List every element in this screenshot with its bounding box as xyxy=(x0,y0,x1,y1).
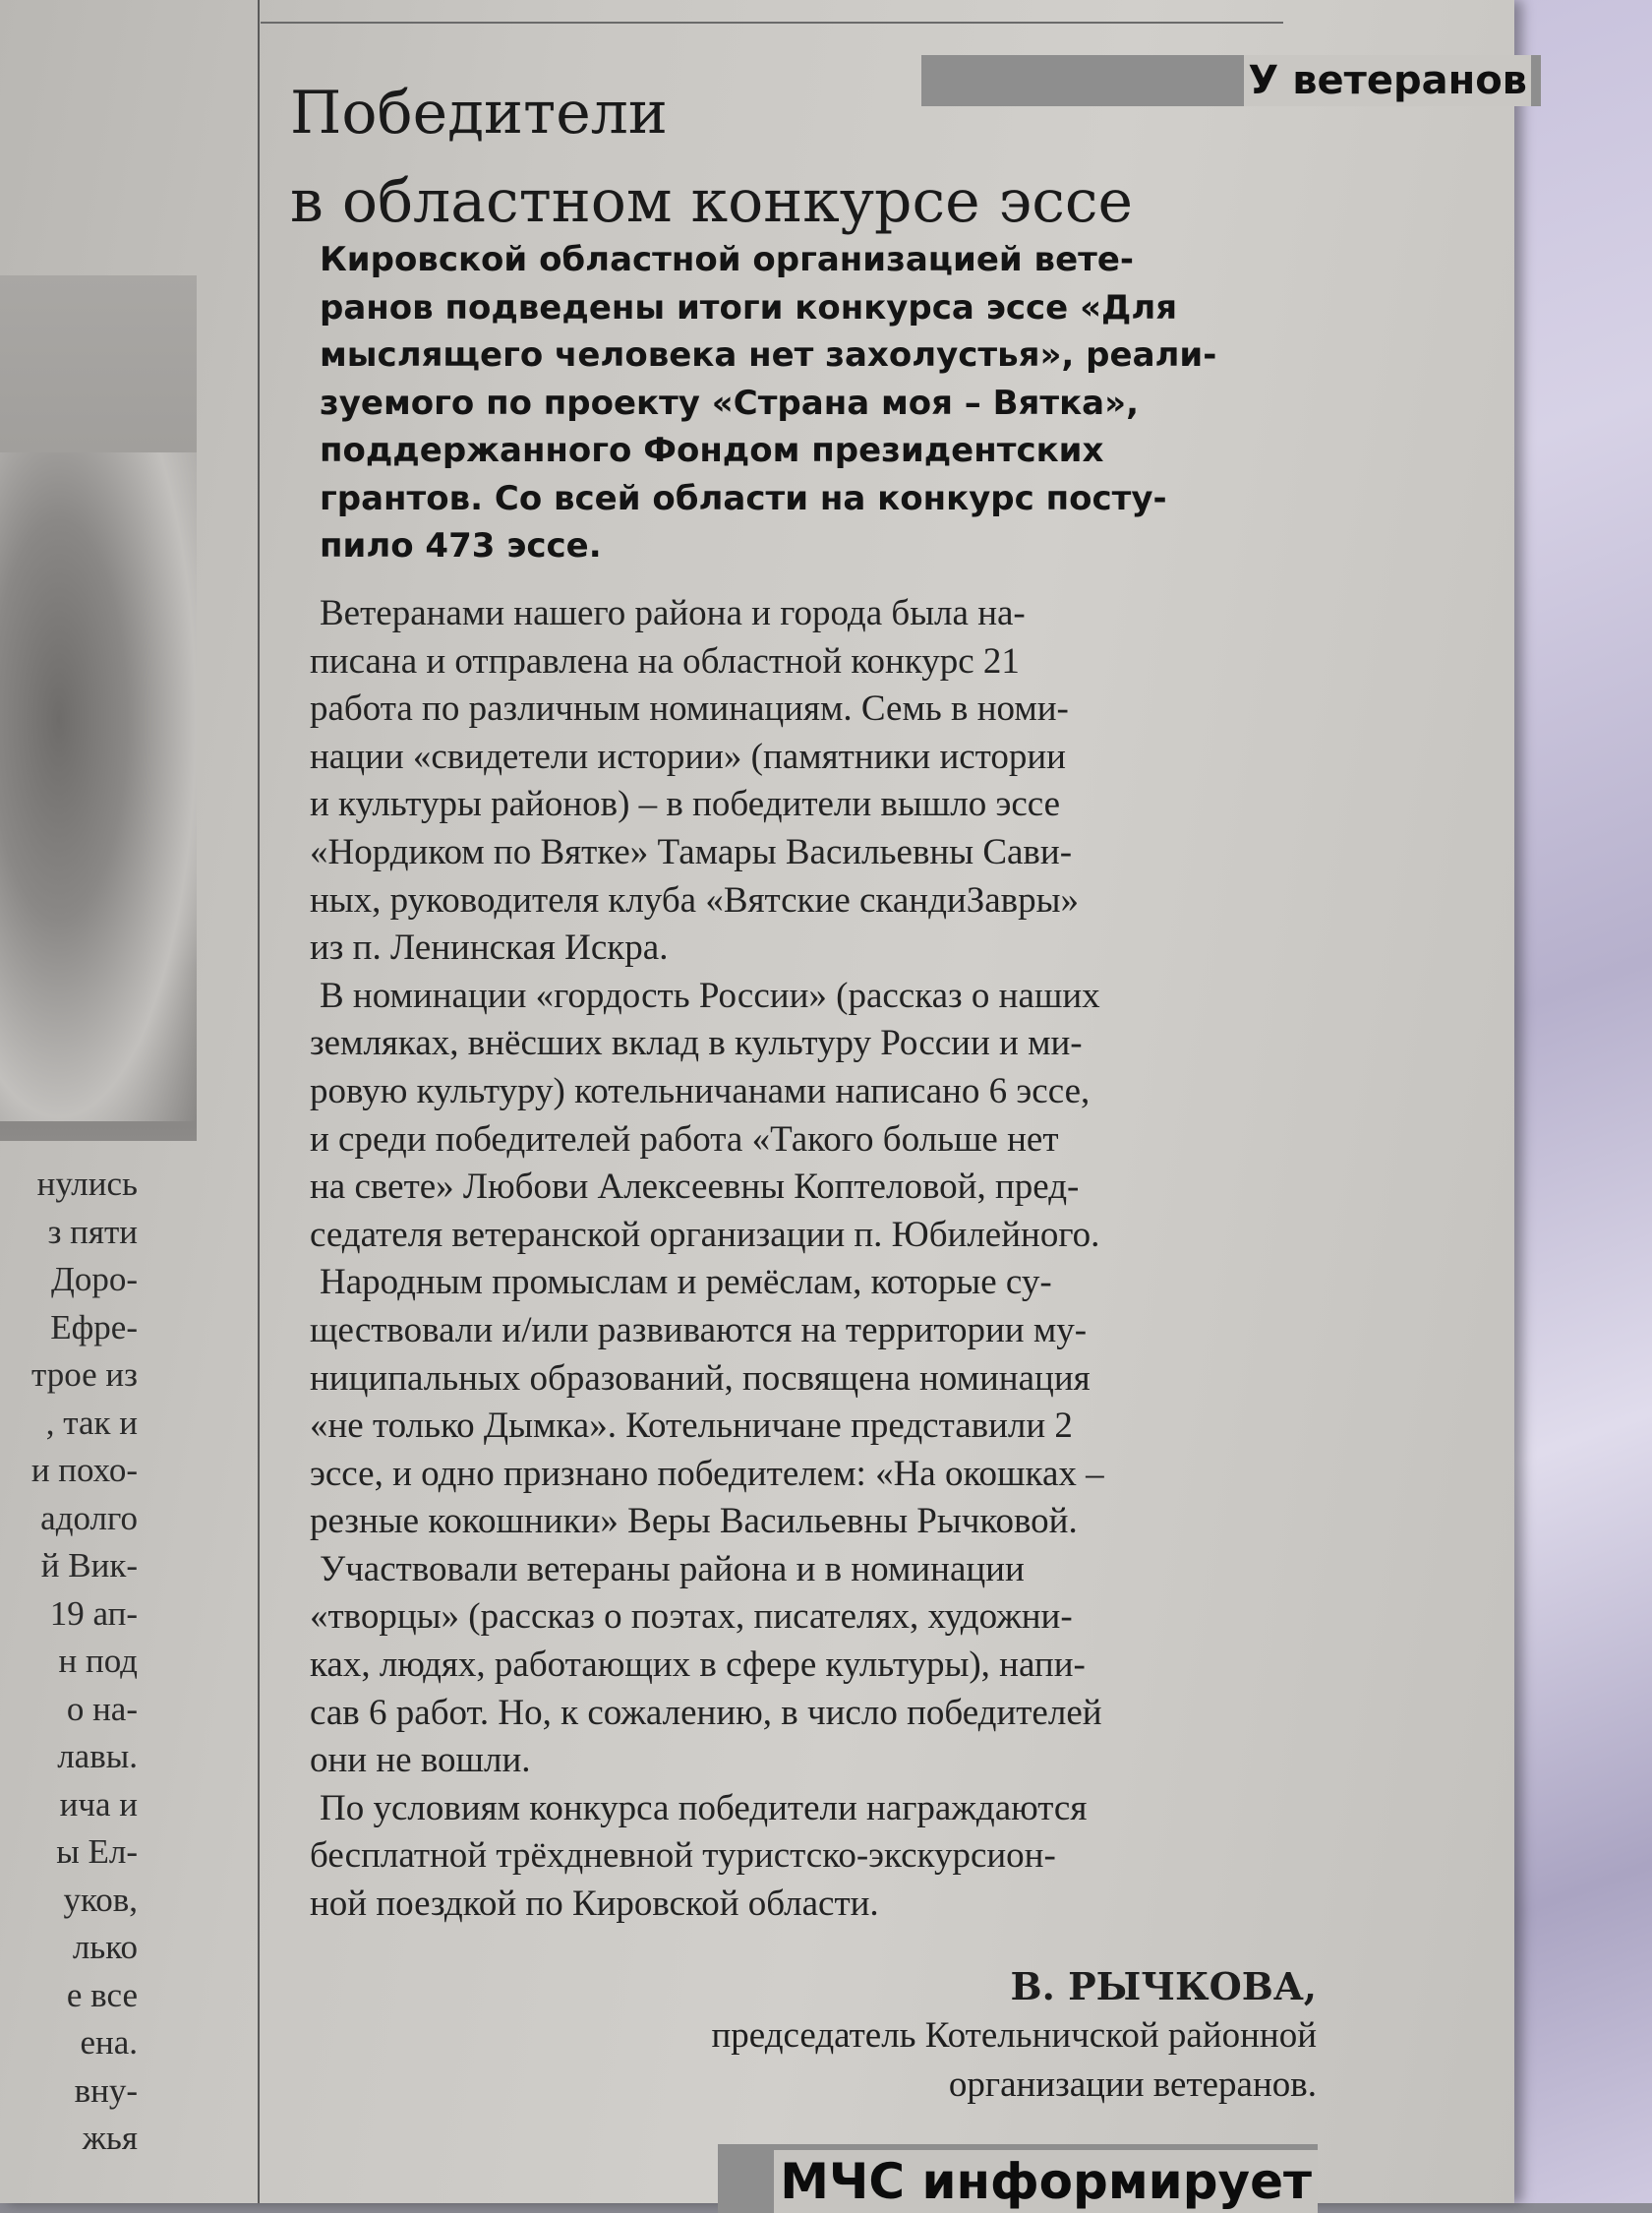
body-line: они не вошли. xyxy=(310,1740,531,1781)
left-text-line: Ефре- xyxy=(50,1307,138,1346)
body-line: резные кокошники» Веры Васильевны Рычковой. xyxy=(310,1501,1078,1542)
next-rubric-label: МЧС информирует xyxy=(774,2150,1318,2213)
body-line: По условиям конкурса победители награждаются xyxy=(320,1787,1088,1828)
left-column-text xyxy=(0,1161,138,2163)
left-text-line: трое из xyxy=(31,1355,138,1394)
body-line: работа по различным номинациям. Семь в номи- xyxy=(310,688,1069,730)
body-line: В номинации «гордость России» (рассказ о наших xyxy=(320,975,1100,1016)
body-line: сав 6 работ. Но, к сожалению, в число победителей xyxy=(310,1692,1102,1733)
body-line: Участвовали ветераны района и в номинации xyxy=(320,1548,1025,1589)
body-line: писана и отправлена на областной конкурс 21 xyxy=(310,640,1020,682)
article-photo xyxy=(0,275,197,1141)
lead-line: поддержанного Фондом президентских xyxy=(320,431,1104,470)
body-line: из п. Ленинская Искра. xyxy=(310,927,669,969)
body-line: ществовали и/или развиваются на территории му- xyxy=(310,1309,1088,1350)
body-line: и культуры районов) – в победители вышло эссе xyxy=(310,784,1061,825)
left-text-line: адолго xyxy=(40,1498,138,1537)
body-line: на свете» Любови Алексеевны Коптеловой, пред- xyxy=(310,1166,1080,1208)
left-text-line: ы Ел- xyxy=(56,1832,138,1871)
body-line: «Нордиком по Вятке» Тамары Васильевны Сави- xyxy=(310,831,1073,872)
left-text-line: уков, xyxy=(63,1880,138,1919)
author-role: организации ветеранов. xyxy=(948,2064,1317,2105)
headline xyxy=(290,69,1273,246)
left-text-line: й Вик- xyxy=(40,1546,138,1585)
lead-paragraph xyxy=(320,236,1283,570)
lead-line: зуемого по проекту «Страна моя – Вятка», xyxy=(320,383,1139,423)
signature xyxy=(339,1962,1323,2110)
article xyxy=(261,0,1527,2203)
left-text-line: о на- xyxy=(66,1689,138,1728)
column-divider xyxy=(258,0,260,2203)
author-role: председатель Котельничской районной xyxy=(711,2015,1317,2056)
photo-subject xyxy=(0,452,197,1121)
lead-line: мыслящего человека нет захолустья», реали- xyxy=(320,335,1217,375)
left-text-line: Доро- xyxy=(50,1260,138,1298)
headline-line: в областном конкурсе эссе xyxy=(290,167,1133,236)
left-text-line: вну- xyxy=(74,2070,138,2110)
left-text-line: лавы. xyxy=(57,1737,138,1775)
body-line: «не только Дымка». Котельничане представили 2 xyxy=(310,1406,1073,1447)
background-fabric xyxy=(1495,0,1652,2203)
body-line: Ветеранами нашего района и города была на- xyxy=(320,593,1026,633)
left-text-line: ича и xyxy=(59,1784,138,1824)
rubric-label: У ветеранов xyxy=(1244,55,1531,106)
body-line: эссе, и одно признано победителем: «На окошках – xyxy=(310,1453,1104,1494)
body-line: и среди победителей работа «Такого больше нет xyxy=(310,1118,1059,1160)
lead-line: грантов. Со всей области на конкурс посту- xyxy=(320,478,1167,518)
body-line: ниципальных образований, посвящена номинация xyxy=(310,1357,1091,1399)
left-text-line: н под xyxy=(58,1642,138,1680)
left-column xyxy=(0,0,251,2203)
left-text-line: ена. xyxy=(80,2023,138,2062)
left-text-line: , так и xyxy=(45,1403,138,1442)
headline-line: Победители xyxy=(290,79,668,148)
left-text-line: и похо- xyxy=(30,1451,138,1489)
left-text-line: е все xyxy=(66,1975,138,2014)
left-text-line: жья xyxy=(82,2119,138,2157)
left-text-line: з пяти xyxy=(47,1212,138,1251)
body-line: ных, руководителя клуба «Вятские скандиЗавры» xyxy=(310,879,1079,921)
left-text-line: 19 ап- xyxy=(49,1593,138,1633)
body-line: Народным промыслам и ремёслам, которые су- xyxy=(320,1262,1052,1303)
body-line: нации «свидетели истории» (памятники истории xyxy=(310,736,1066,777)
author-name: В. РЫЧКОВА, xyxy=(1010,1964,1317,2008)
body-line: седателя ветеранской организации п. Юбилейного. xyxy=(310,1214,1100,1255)
lead-line: пило 473 эссе. xyxy=(320,526,602,566)
body-line: ровую культуру) котельничанами написано 6 эссе, xyxy=(310,1070,1091,1111)
left-text-line: нулись xyxy=(36,1165,138,1203)
body-line: ках, людях, работающих в сфере культуры), напи- xyxy=(310,1645,1086,1686)
body-line: земляках, внёсших вклад в культуру России и ми- xyxy=(310,1023,1083,1064)
lead-line: ранов подведены итоги конкурса эссе «Для xyxy=(320,287,1178,328)
body-line: ной поездкой по Кировской области. xyxy=(310,1884,879,1925)
lead-line: Кировской областной организацией вете- xyxy=(320,240,1135,279)
body-line: «творцы» (рассказ о поэтах, писателях, художни- xyxy=(310,1596,1073,1638)
left-text-line: лько xyxy=(72,1928,138,1966)
body-line: бесплатной трёхдневной туристско-экскурсион- xyxy=(310,1835,1056,1877)
article-body xyxy=(310,590,1293,1929)
